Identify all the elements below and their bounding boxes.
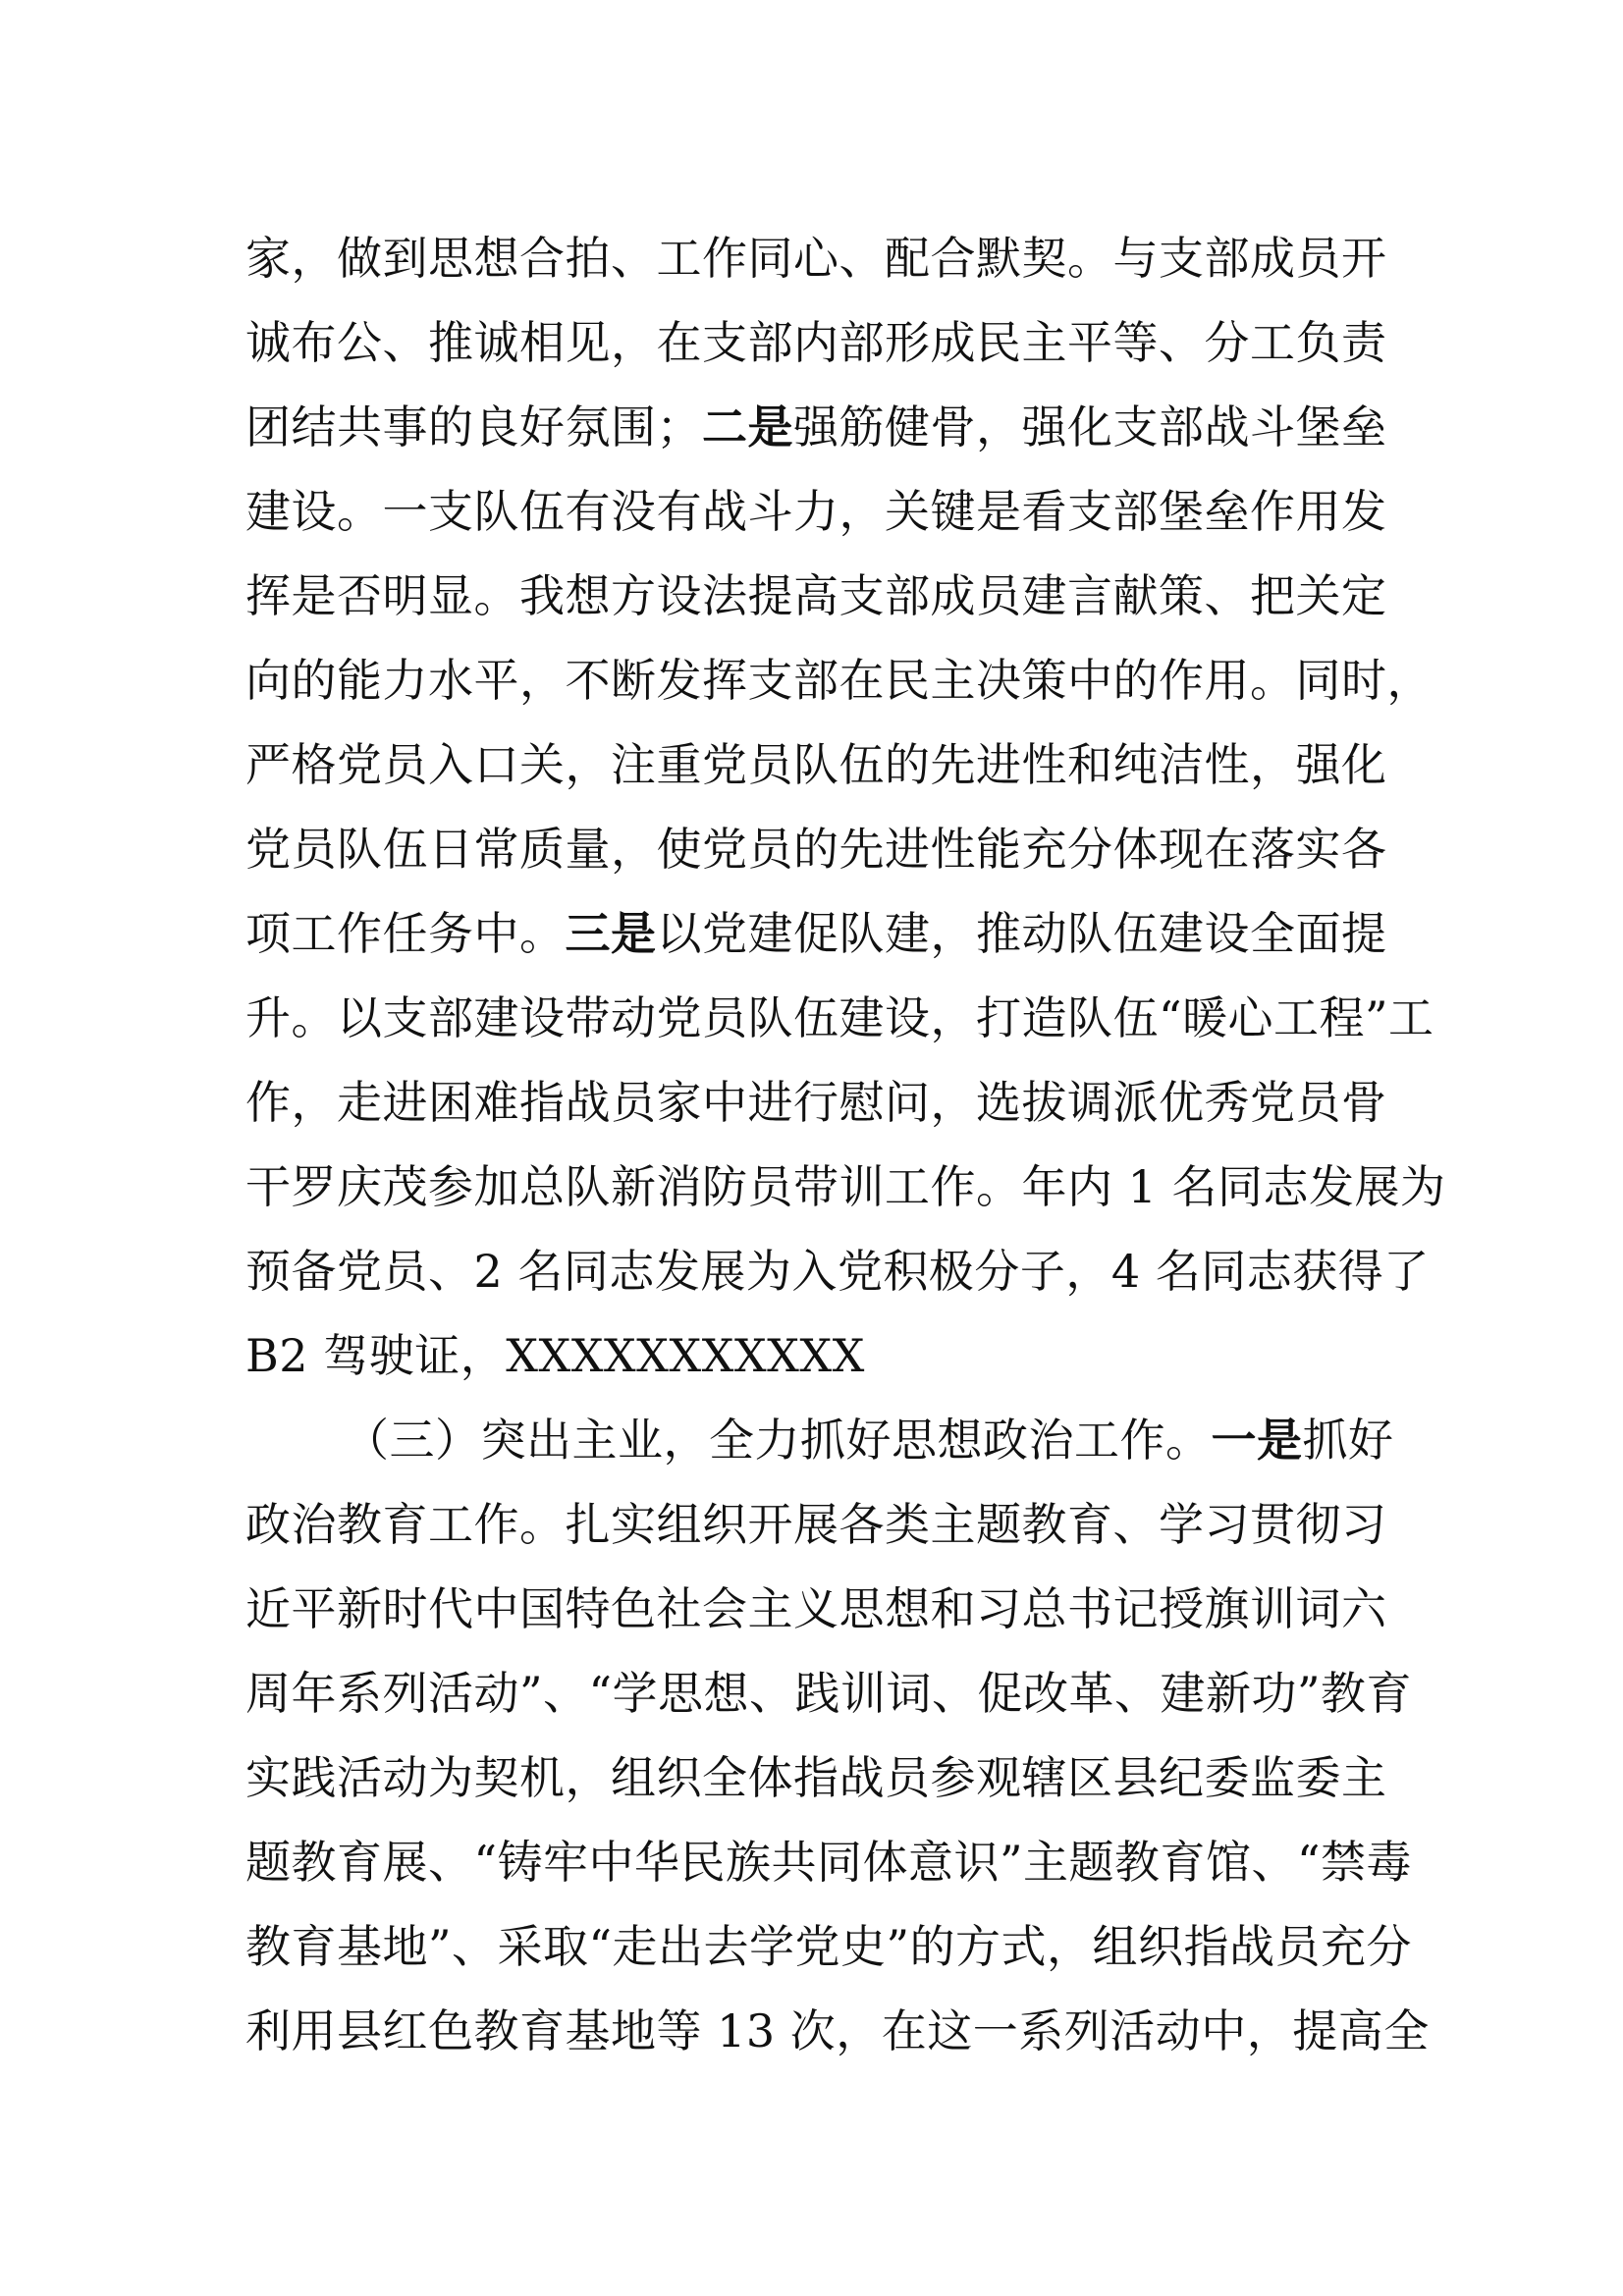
text-run: 升。以支部建设带动党员队伍建设，打造队伍“暖心工程”工: [245, 991, 1434, 1044]
text-run: 以党建促队建，推动队伍建设全面提: [656, 907, 1387, 960]
text-run: 党员队伍日常质量，使党员的先进性能充分体现在落实各: [245, 823, 1387, 876]
text-line: [245, 976, 1434, 1060]
text-run: 题教育展、“铸牢中华民族共同体意识”主题教育馆、“禁毒: [245, 1836, 1413, 1889]
text-line: [245, 554, 1387, 638]
text-line: [245, 638, 1433, 722]
text-line: [245, 1482, 1387, 1567]
emphasis-label: 二是: [702, 400, 793, 454]
text-run: 教育基地”、采取“走出去学党史”的方式，组织指战员充分: [245, 1920, 1413, 1973]
text-line: [245, 1651, 1413, 1735]
text-line: [245, 1567, 1387, 1651]
text-run: 建设。一支队伍有没有战斗力，关键是看支部堡垒作用发: [245, 485, 1387, 538]
text-line: [245, 300, 1387, 385]
text-run: 利用县红色教育基地等 13 次，在这一系列活动中，提高全: [245, 2004, 1430, 2057]
document-page: [245, 216, 1446, 2073]
text-line: [245, 469, 1387, 554]
text-line: [245, 1820, 1413, 1904]
text-run: 干罗庆茂参加总队新消防员带训工作。年内 1 名同志发展为: [245, 1160, 1446, 1213]
text-run: （三）突出主业，全力抓好思想政治工作。: [344, 1414, 1212, 1467]
emphasis-label: 三是: [565, 907, 657, 960]
text-run: 实践活动为契机，组织全体指战员参观辖区县纪委监委主: [245, 1751, 1387, 1804]
text-line: [245, 891, 1387, 976]
text-run: 诚布公、推诚相见，在支部内部形成民主平等、分工负责: [245, 316, 1387, 369]
text-run: 政治教育工作。扎实组织开展各类主题教育、学习贯彻习: [245, 1498, 1387, 1551]
section-heading-line: [245, 1398, 1394, 1482]
text-line: [245, 1989, 1430, 2073]
text-line: [245, 216, 1387, 300]
emphasis-label: 一是: [1211, 1414, 1303, 1467]
text-line: [245, 722, 1387, 807]
text-run: 抓好: [1302, 1414, 1394, 1467]
text-line: [245, 1904, 1413, 1989]
text-run: B2 驾驶证，XXXXXXXXXXX: [245, 1329, 865, 1382]
text-line: [245, 1060, 1387, 1145]
text-run: 团结共事的良好氛围；: [245, 400, 702, 454]
text-run: 项工作任务中。: [245, 907, 566, 960]
text-run: 家，做到思想合拍、工作同心、配合默契。与支部成员开: [245, 232, 1387, 285]
text-line: [245, 1145, 1446, 1229]
text-line: [245, 807, 1387, 891]
text-line: [245, 385, 1387, 469]
text-run: 预备党员、2 名同志发展为入党积极分子，4 名同志获得了: [245, 1245, 1430, 1298]
text-line: [245, 1229, 1430, 1313]
text-line: [245, 1313, 1384, 1398]
text-run: 周年系列活动”、“学思想、践训词、促改革、建新功”教育: [245, 1667, 1413, 1720]
text-run: 作，走进困难指战员家中进行慰问，选拔调派优秀党员骨: [245, 1076, 1387, 1129]
text-run: 向的能力水平，不断发挥支部在民主决策中的作用。同时，: [245, 654, 1433, 707]
text-run: 强筋健骨，强化支部战斗堡垒: [793, 400, 1387, 454]
text-run: 近平新时代中国特色社会主义思想和习总书记授旗训词六: [245, 1582, 1387, 1635]
text-run: 挥是否明显。我想方设法提高支部成员建言献策、把关定: [245, 569, 1387, 622]
text-run: 严格党员入口关，注重党员队伍的先进性和纯洁性，强化: [245, 738, 1387, 791]
text-line: [245, 1735, 1387, 1820]
